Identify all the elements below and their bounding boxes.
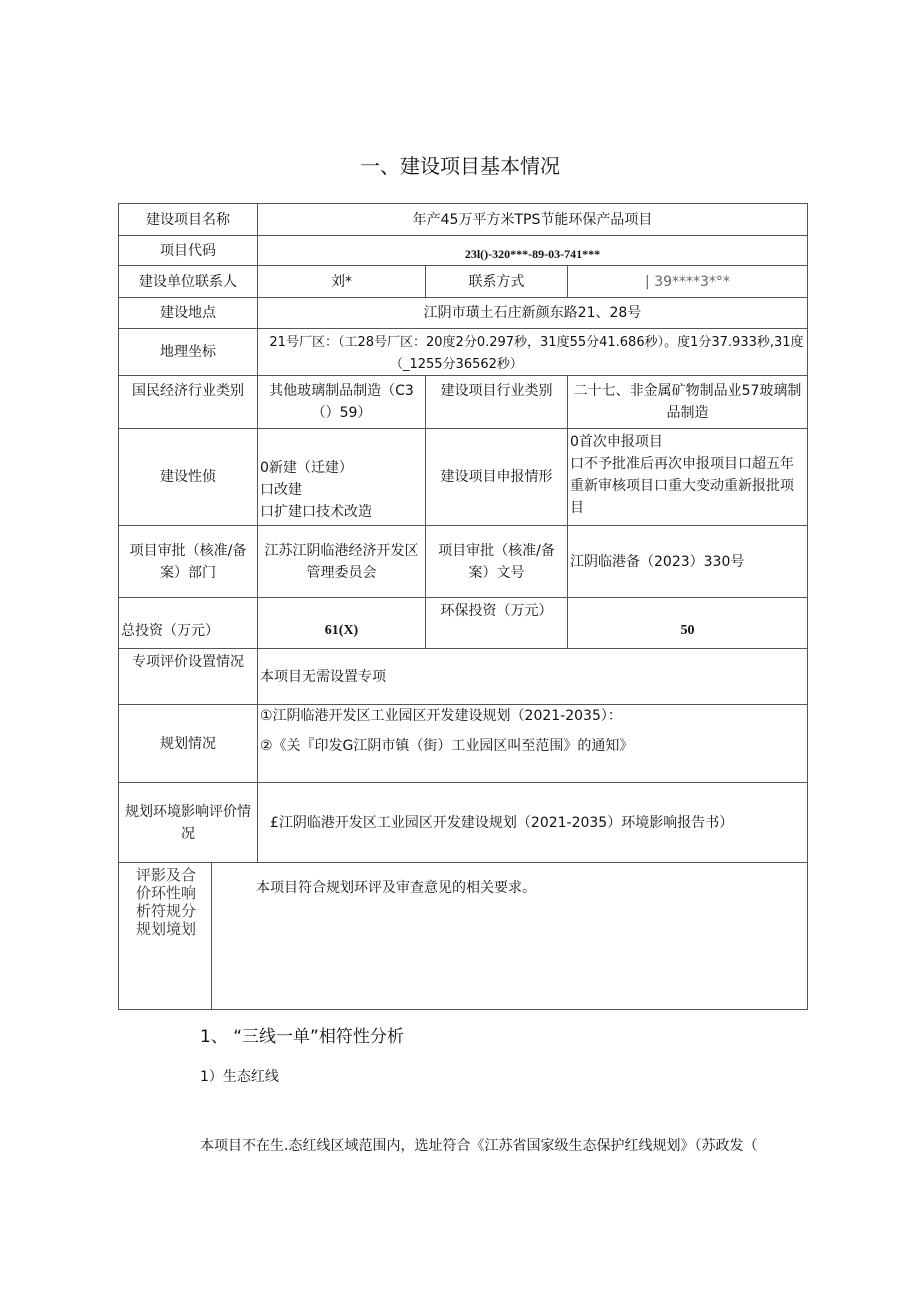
- section-heading: 1、 “三线一单”相符性分析: [200, 1027, 404, 1047]
- project-industry: 二十七、非金属矿物制品业57玻璃制品制造: [567, 375, 808, 429]
- declare-option-other[interactable]: 口不予批准后再次申报项目口超五年重新审核项目口重大变动重新报批项目: [570, 456, 794, 516]
- special-label: 专项评价设置情况: [118, 648, 258, 705]
- project-name-label: 建设项目名称: [118, 203, 258, 236]
- contact: 刘*: [257, 265, 426, 298]
- code-label: 项目代码: [118, 235, 258, 266]
- nature-options: [257, 428, 426, 526]
- section-title: 一、建设项目基本情况: [360, 154, 560, 178]
- total-invest-label: 总投资（万元）: [118, 597, 258, 649]
- project-code: 23l()-320***-89-03-741***: [257, 235, 808, 266]
- location: 江阴市璜土石庄新颜东路21、28号: [257, 297, 808, 329]
- nature-label: 建设性侦: [118, 428, 258, 526]
- env-invest: 50: [567, 597, 808, 649]
- approval-no: 江阴临港备（2023）330号: [567, 525, 808, 598]
- approval-dept-label: 项目审批（核准/备案）部门: [118, 525, 258, 598]
- plan-eia-label: 规划环境影响评价情况: [118, 782, 258, 863]
- conform: 本项目符合规划环评及审查意见的相关要求。: [211, 862, 808, 1010]
- conform-label: 评影及合价环性响析符规分规划境划: [136, 866, 197, 938]
- total-invest: 61(X): [257, 597, 426, 649]
- plan-list: [257, 704, 808, 783]
- nature-option-rebuild[interactable]: 口改建: [260, 482, 302, 498]
- nature-option-expand[interactable]: 口扩建口技术改造: [260, 504, 372, 520]
- declare-option-first[interactable]: 0首次申报项目: [570, 434, 663, 450]
- plan-item-1: ①江阴临港开发区工业园区开发建设规划（2021-2035）：: [260, 708, 622, 724]
- plan-label: 规划情况: [118, 704, 258, 783]
- sub-heading: 1）生态红线: [200, 1069, 279, 1085]
- phone-label: 联系方式: [425, 265, 568, 298]
- project-name: 年产45万平方米TPS节能环保产品项目: [257, 203, 808, 236]
- project-industry-label: 建设项目行业类别: [425, 375, 568, 429]
- nature-option-new[interactable]: 0新建（迁建）: [260, 460, 353, 476]
- plan-eia: £江阴临港开发区工业园区开发建设规划（2021-2035）环境影响报告书）: [257, 782, 808, 863]
- paragraph: 本项目不在生.态红线区域范围内，选址符合《江苏省国家级生态保护红线规划》（苏政发（: [200, 1138, 758, 1154]
- industry-label: 国民经济行业类别: [118, 375, 258, 429]
- declare-options: [567, 428, 808, 526]
- declare-label: 建设项目申报情形: [425, 428, 568, 526]
- special: 本项目无需设置专项: [257, 648, 808, 705]
- env-invest-label: 环保投资（万元）: [425, 597, 568, 649]
- industry: 其他玻璃制品制造（C3（）59）: [257, 375, 426, 429]
- approval-no-label: 项目审批（核准/备案）文号: [425, 525, 568, 598]
- location-label: 建设地点: [118, 297, 258, 329]
- coord-label: 地理坐标: [118, 328, 258, 376]
- plan-item-2: ②《关『印发G江阴市镇（街）工业园区叫至范围》的通知》: [260, 738, 634, 754]
- approval-dept: 江苏江阴临港经济开发区管理委员会: [257, 525, 426, 598]
- coord-b: 20度2分0.297秒，31度55分41.686秒）。度1分37.933秒,31度55分36562秒）: [426, 335, 804, 372]
- contact-label: 建设单位联系人: [118, 265, 258, 298]
- coord-a: 21号厂区：（工28号厂区：（_12: [269, 335, 426, 372]
- phone: | 39****3*°*: [567, 265, 808, 298]
